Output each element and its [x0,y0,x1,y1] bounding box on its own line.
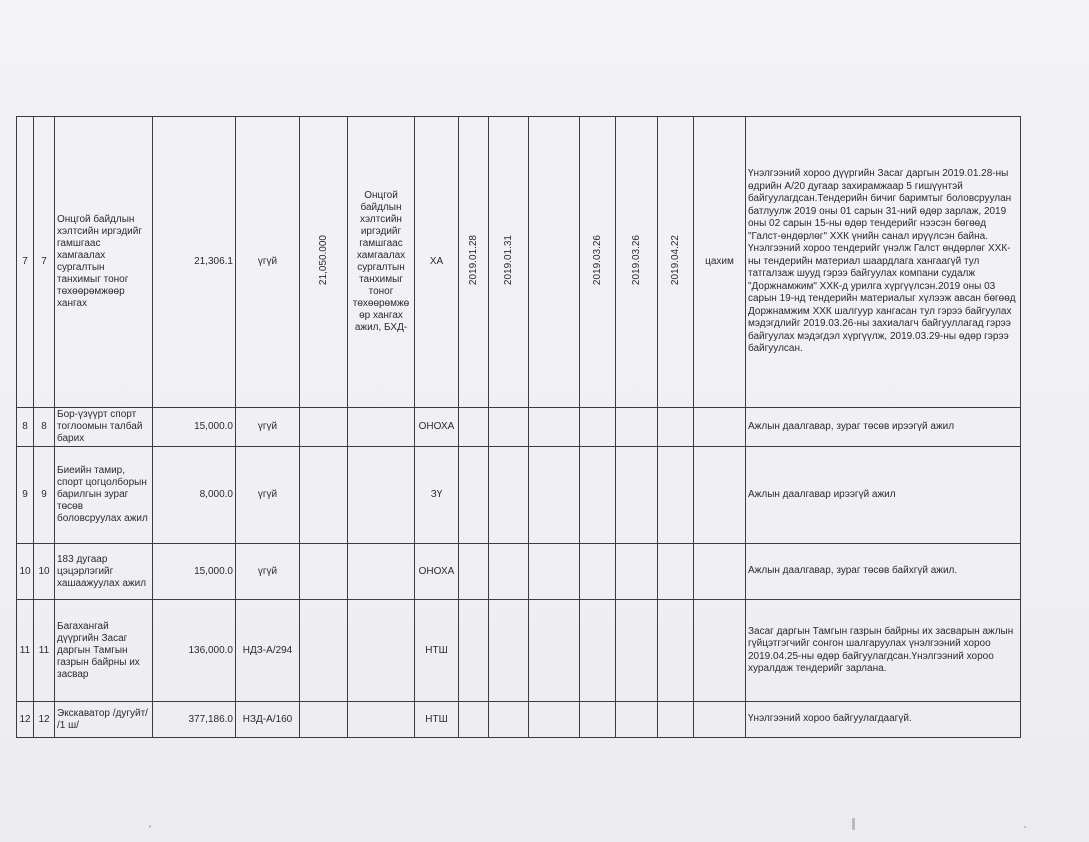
description: Онцгой байдлын хэлтсийн иргэдийг гамшгаас хамгаалах сургалтын танхимыг тоног төхөөрөмжөөр хангах ажил, БХД- [348,117,415,408]
status-note: Ажлын даалгавар, зураг төсөв байхгүй ажил. [746,544,1021,600]
status-note: Ажлын даалгавар ирээгүй ажил [746,447,1021,544]
empty-cell [529,447,580,544]
empty-cell [694,600,746,702]
scan-speck [1024,826,1026,828]
empty-cell [489,408,529,447]
amount: 8,000.0 [153,447,236,544]
row-index: 9 [17,447,34,544]
reference: НДЗ-А/294 [236,600,300,702]
date-6: 2019.04.22 [658,117,694,408]
row-index: 11 [17,600,34,702]
empty-cell [348,702,415,738]
empty-cell [529,544,580,600]
empty-cell [489,544,529,600]
empty-cell [489,447,529,544]
item-name: Багахангай дүүргийн Засаг даргын Тамгын газрын байрны их засвар [55,600,153,702]
row-number: 11 [34,600,55,702]
row-index: 10 [17,544,34,600]
procurement-method: ОНОХА [415,544,459,600]
empty-cell [300,600,348,702]
empty-cell [616,447,658,544]
empty-cell [616,702,658,738]
empty-cell [658,447,694,544]
reference: үгүй [236,117,300,408]
table-row [17,544,1021,600]
date-5: 2019.03.26 [616,117,658,408]
budget-vertical: 21,050.000 [300,117,348,408]
empty-cell [348,447,415,544]
empty-cell [694,447,746,544]
empty-cell [580,702,616,738]
row-number: 8 [34,408,55,447]
table-row [17,702,1021,738]
empty-cell [658,408,694,447]
empty-cell [459,447,489,544]
empty-cell [616,600,658,702]
empty-cell [489,702,529,738]
amount: 21,306.1 [153,117,236,408]
reference: үгүй [236,544,300,600]
empty-cell [459,544,489,600]
scan-speck [852,818,855,830]
date-2: 2019.01.31 [489,117,529,408]
scan-speck [149,825,151,828]
row-number: 12 [34,702,55,738]
date-4: 2019.03.26 [580,117,616,408]
row-index: 7 [17,117,34,408]
empty-cell [580,447,616,544]
amount: 15,000.0 [153,544,236,600]
row-number: 7 [34,117,55,408]
status-note: Үнэлгээний хороо дүүргийн Засаг даргын 2019.01.28-ны өдрийн А/20 дугаар захирамжаар 5 гишүүнтэй байгуулагдсан.Тендерийн бичиг баримтыг боловсруулан батлуулж 2019 оны 01 сарын 31-ний өдөр зарлаж, 2019 оны 02 сарын 15-ны өдөр тендерийг нээсэн бөгөөд "Галст-өндөрлөг" ХХК үнийн санал ирүүлсэн байна. Үнэлгээний хороо тендерийг үнэлж Галст өндөрлөг ХХК-ны тендерийн материал шаардлага хангаагүй тул татгалзаж шууд гэрээ байгуулах компани судалж "Доржнамжим" ХХК-д урилга хүргүүлсэн.2019 оны 03 сарын 19-нд тендерийн материалыг хүлээж авсан бөгөөд Доржнамжим ХХК шалгуур хангасан тул гэрээ байгуулах мэдэгдлийг 2019.03.26-ны захиалагч байгууллагад гэрээ байгуулах мэдэгдэл хүргүүлж, 2019.03.29-ны өдөр гэрээ байгуулсан. [746,117,1021,408]
empty-cell [489,600,529,702]
empty-cell [529,702,580,738]
empty-cell [580,600,616,702]
item-name: Биеийн тамир, спорт цогцолборын барилгын зураг төсөв боловсруулах ажил [55,447,153,544]
empty-cell [348,600,415,702]
empty-cell [529,600,580,702]
procurement-method: ХА [415,117,459,408]
empty-cell [300,544,348,600]
reference: НЗД-А/160 [236,702,300,738]
amount: 136,000.0 [153,600,236,702]
empty-cell [658,600,694,702]
date-3 [529,117,580,408]
status-note: Ажлын даалгавар, зураг төсөв ирээгүй ажил [746,408,1021,447]
empty-cell [300,702,348,738]
empty-cell [459,702,489,738]
item-name: Онцгой байдлын хэлтсийн иргэдийг гамшгаас хамгаалах сургалтын танхимыг тоног төхөөрөмжөөр хангах [55,117,153,408]
table-row [17,408,1021,447]
empty-cell [348,408,415,447]
empty-cell [616,544,658,600]
empty-cell [580,408,616,447]
amount: 377,186.0 [153,702,236,738]
date-1: 2019.01.28 [459,117,489,408]
submission-mode: цахим [694,117,746,408]
reference: үгүй [236,408,300,447]
table-row [17,117,1021,408]
empty-cell [529,408,580,447]
procurement-method: НТШ [415,702,459,738]
procurement-method: ОНОХА [415,408,459,447]
row-number: 9 [34,447,55,544]
procurement-method: НТШ [415,600,459,702]
procurement-method: ЗҮ [415,447,459,544]
status-note: Үнэлгээний хороо байгуулагдаагүй. [746,702,1021,738]
empty-cell [300,408,348,447]
empty-cell [459,408,489,447]
item-name: Бор-үзүүрт спорт тоглоомын талбай барих [55,408,153,447]
empty-cell [300,447,348,544]
empty-cell [694,702,746,738]
table-row [17,600,1021,702]
item-name: 183 дугаар цэцэрлэгийг хашаажуулах ажил [55,544,153,600]
empty-cell [694,408,746,447]
reference: үгүй [236,447,300,544]
empty-cell [694,544,746,600]
procurement-table [16,116,1021,738]
amount: 15,000.0 [153,408,236,447]
item-name: Экскаватор /дугуйт/ /1 ш/ [55,702,153,738]
empty-cell [616,408,658,447]
table-row [17,447,1021,544]
empty-cell [459,600,489,702]
empty-cell [658,702,694,738]
row-index: 12 [17,702,34,738]
empty-cell [348,544,415,600]
row-index: 8 [17,408,34,447]
empty-cell [658,544,694,600]
status-note: Засаг даргын Тамгын газрын байрны их засварын ажлын гүйцэтгэгчийг сонгон шалгаруулах үнэлгээний хороо 2019.04.25-ны өдөр байгуулагдсан.Үнэлгээний хороо хуралдаж тендерийг зарлана. [746,600,1021,702]
empty-cell [580,544,616,600]
row-number: 10 [34,544,55,600]
